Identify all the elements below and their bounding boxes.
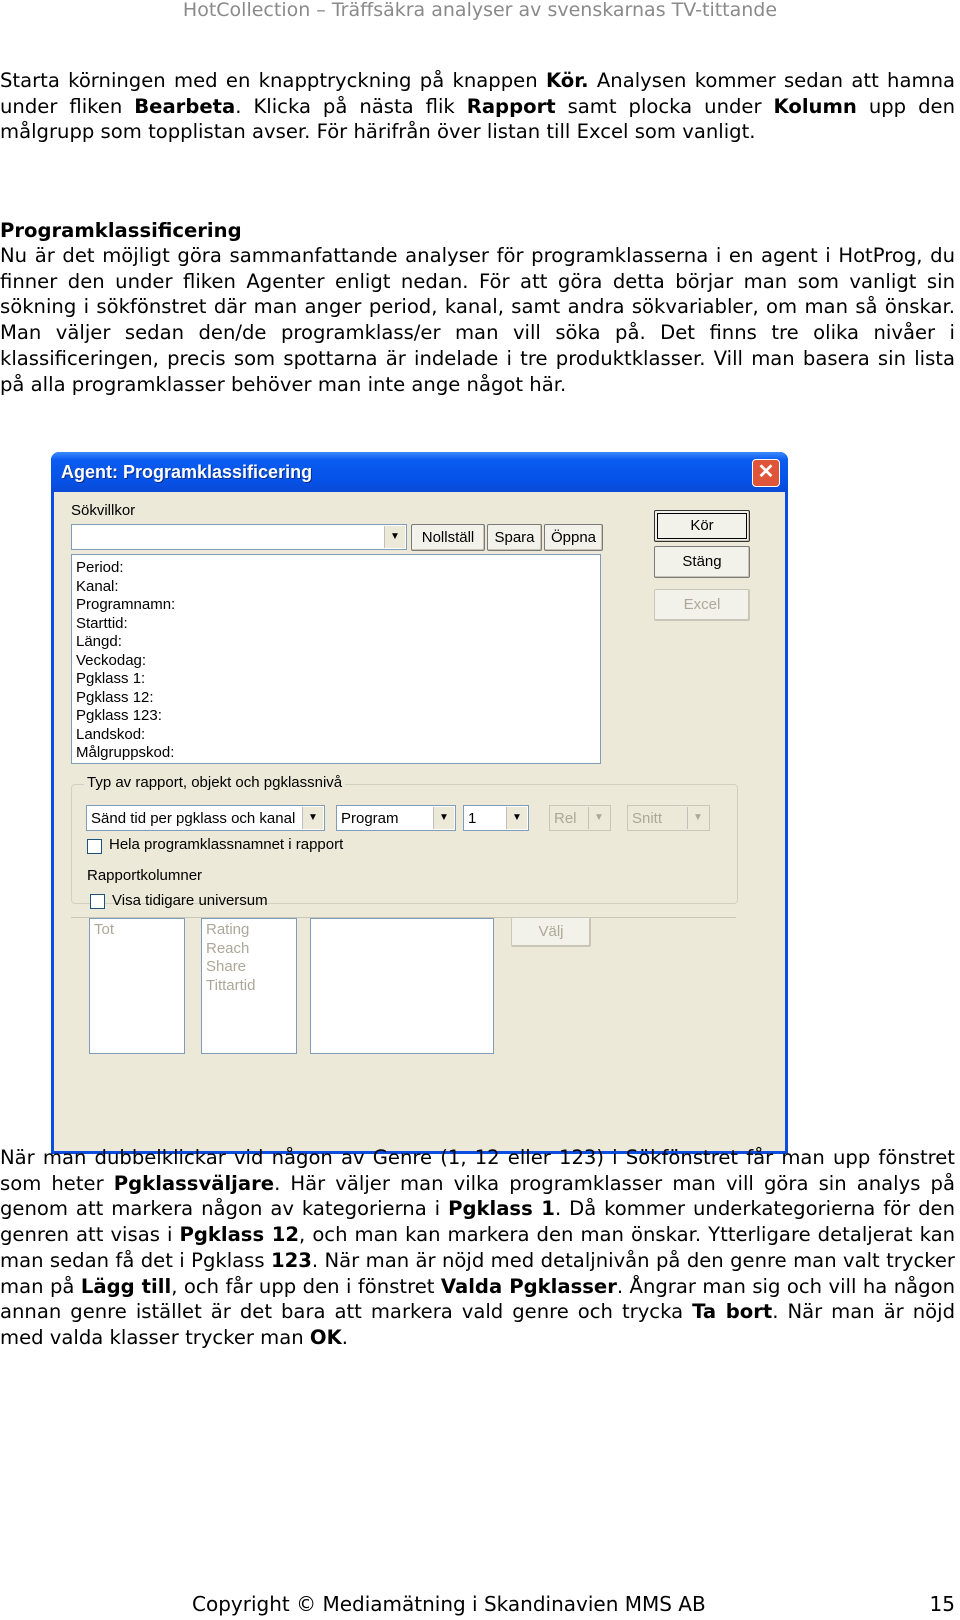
measure-list-item[interactable]: Tittartid xyxy=(206,976,256,994)
chevron-down-icon[interactable]: ▼ xyxy=(433,807,454,829)
paragraph-intro: Starta körningen med en knapptryckning på knappen Kör. Analysen kommer sedan att hamna under fliken Bearbeta. Klicka på nästa flik Rapport samt plocka under Kolumn upp den målgrupp som topplistan avser. För härifrån över listan till Excel som vanligt. xyxy=(0,69,956,144)
tot-list-item[interactable]: Tot xyxy=(94,921,115,938)
page-number: 15 xyxy=(929,1592,955,1616)
oppna-button[interactable]: Öppna xyxy=(544,524,603,551)
snitt-value: Snitt xyxy=(632,810,663,827)
measure-list-item[interactable]: Rating xyxy=(206,921,250,938)
criteria-item[interactable]: Pgklass 123: xyxy=(76,707,162,724)
criteria-list[interactable] xyxy=(71,554,601,764)
measure-list-item[interactable]: Share xyxy=(206,958,247,975)
rapport-type-group-label: Typ av rapport, objekt och pgklassnivå xyxy=(84,774,345,791)
criteria-item[interactable]: Programnamn: xyxy=(76,596,176,613)
criteria-item[interactable]: Starttid: xyxy=(76,614,128,632)
page-header: HotCollection – Träffsäkra analyser av svenskarnas TV-tittande xyxy=(182,0,778,21)
objekt-combo[interactable] xyxy=(336,805,456,831)
chevron-down-icon[interactable]: ▼ xyxy=(687,807,708,829)
objekt-value: Program xyxy=(341,810,399,827)
rel-value: Rel xyxy=(554,810,577,827)
rapport-typ-combo[interactable] xyxy=(86,805,325,831)
spara-button[interactable]: Spara xyxy=(487,524,542,551)
criteria-item[interactable]: Landskod: xyxy=(76,725,146,743)
dialog-titlebar[interactable] xyxy=(51,452,788,492)
valj-button[interactable]: Välj xyxy=(511,917,591,947)
sokvillkor-combo[interactable] xyxy=(71,524,407,550)
measure-list-item[interactable]: Reach xyxy=(206,939,250,957)
chevron-down-icon[interactable]: ▼ xyxy=(506,807,527,829)
agent-dialog xyxy=(51,452,788,1154)
chevron-down-icon[interactable]: ▼ xyxy=(384,526,405,548)
rapportkolumner-label: Rapportkolumner xyxy=(87,867,203,884)
chevron-down-icon[interactable]: ▼ xyxy=(302,807,323,829)
selected-columns-list[interactable] xyxy=(310,918,494,1054)
criteria-item[interactable]: Pgklass 1: xyxy=(76,670,146,687)
criteria-item[interactable]: Pgklass 12: xyxy=(76,688,154,706)
pgklass-niva-value: 1 xyxy=(468,810,477,827)
nollstall-button[interactable]: Nollställ xyxy=(411,524,485,551)
stang-button[interactable]: Stäng xyxy=(654,546,750,578)
criteria-item[interactable]: Veckodag: xyxy=(76,651,147,669)
measures-list[interactable] xyxy=(201,918,297,1054)
hela-pgklassnamn-label: Hela programklassnamnet i rapport xyxy=(109,836,344,853)
excel-button[interactable]: Excel xyxy=(654,589,750,621)
paragraph-pgklassvaljare: När man dubbelklickar vid någon av Genre (1, 12 eller 123) i Sökfönstret får man upp fönstret som heter Pgklassväljare. Här väljer man vilka programklasser man vill göra sin analys på genom att markera någon av kategorierna i Pgklass 1. Då kommer underkategorierna för den genren att visas i Pgklass 12, och man kan markera den man önskar. Ytterligare detaljerat kan man sedan få det i Pgklass 123. När man är nöjd med detaljnivån på den genre man valt trycker man på Lägg till, och får upp den i fönstret Valda Pgklasser. Ångrar man sig och vill ha någon annan genre istället är det bara att markera vald genre och trycka Ta bort. När man är nöjd med valda klasser trycker man OK. xyxy=(0,1146,956,1349)
rel-combo[interactable] xyxy=(549,805,611,831)
paragraph-programklassificering: Nu är det möjligt göra sammanfattande analyser för programklasserna i en agent i HotProg, du finner den under fliken Agenter enligt nedan. För att göra detta börjar man som vanligt sin sökning i sökfönstret där man anger period, kanal, samt andra sökvariabler, om man så önskar. Man väljer sedan den/de programklass/er man vill söka på. Det finns tre olika nivåer i klassificeringen, precis som spottarna är indelade i tre produktklasser. Vill man basera sin lista på alla programklasser behöver man inte ange något här. xyxy=(0,244,955,396)
hela-pgklassnamn-checkbox[interactable] xyxy=(87,839,102,854)
rapport-typ-value: Sänd tid per pgklass och kanal xyxy=(91,810,296,827)
visa-tidigare-universum-label: Visa tidigare universum xyxy=(112,892,268,909)
dialog-client xyxy=(54,492,785,1151)
close-icon[interactable]: ✕ xyxy=(752,459,780,487)
kor-button[interactable]: Kör xyxy=(654,510,750,542)
copyright-text: Copyright © Mediamätning i Skandinavien MMS AB xyxy=(192,1592,706,1616)
tot-list[interactable] xyxy=(89,918,185,1054)
pgklass-niva-combo[interactable] xyxy=(463,805,529,831)
snitt-combo[interactable] xyxy=(627,805,710,831)
chevron-down-icon[interactable]: ▼ xyxy=(588,807,609,829)
sokvillkor-label: Sökvillkor xyxy=(71,502,136,519)
criteria-item[interactable]: Kanal: xyxy=(76,577,119,595)
criteria-item[interactable]: Period: xyxy=(76,559,124,576)
section-heading: Programklassificering xyxy=(0,219,242,242)
visa-tidigare-universum-checkbox[interactable] xyxy=(90,894,105,909)
criteria-item[interactable]: Målgruppskod: xyxy=(76,744,175,761)
criteria-item[interactable]: Längd: xyxy=(76,633,122,650)
dialog-title: Agent: Programklassificering xyxy=(61,462,313,482)
